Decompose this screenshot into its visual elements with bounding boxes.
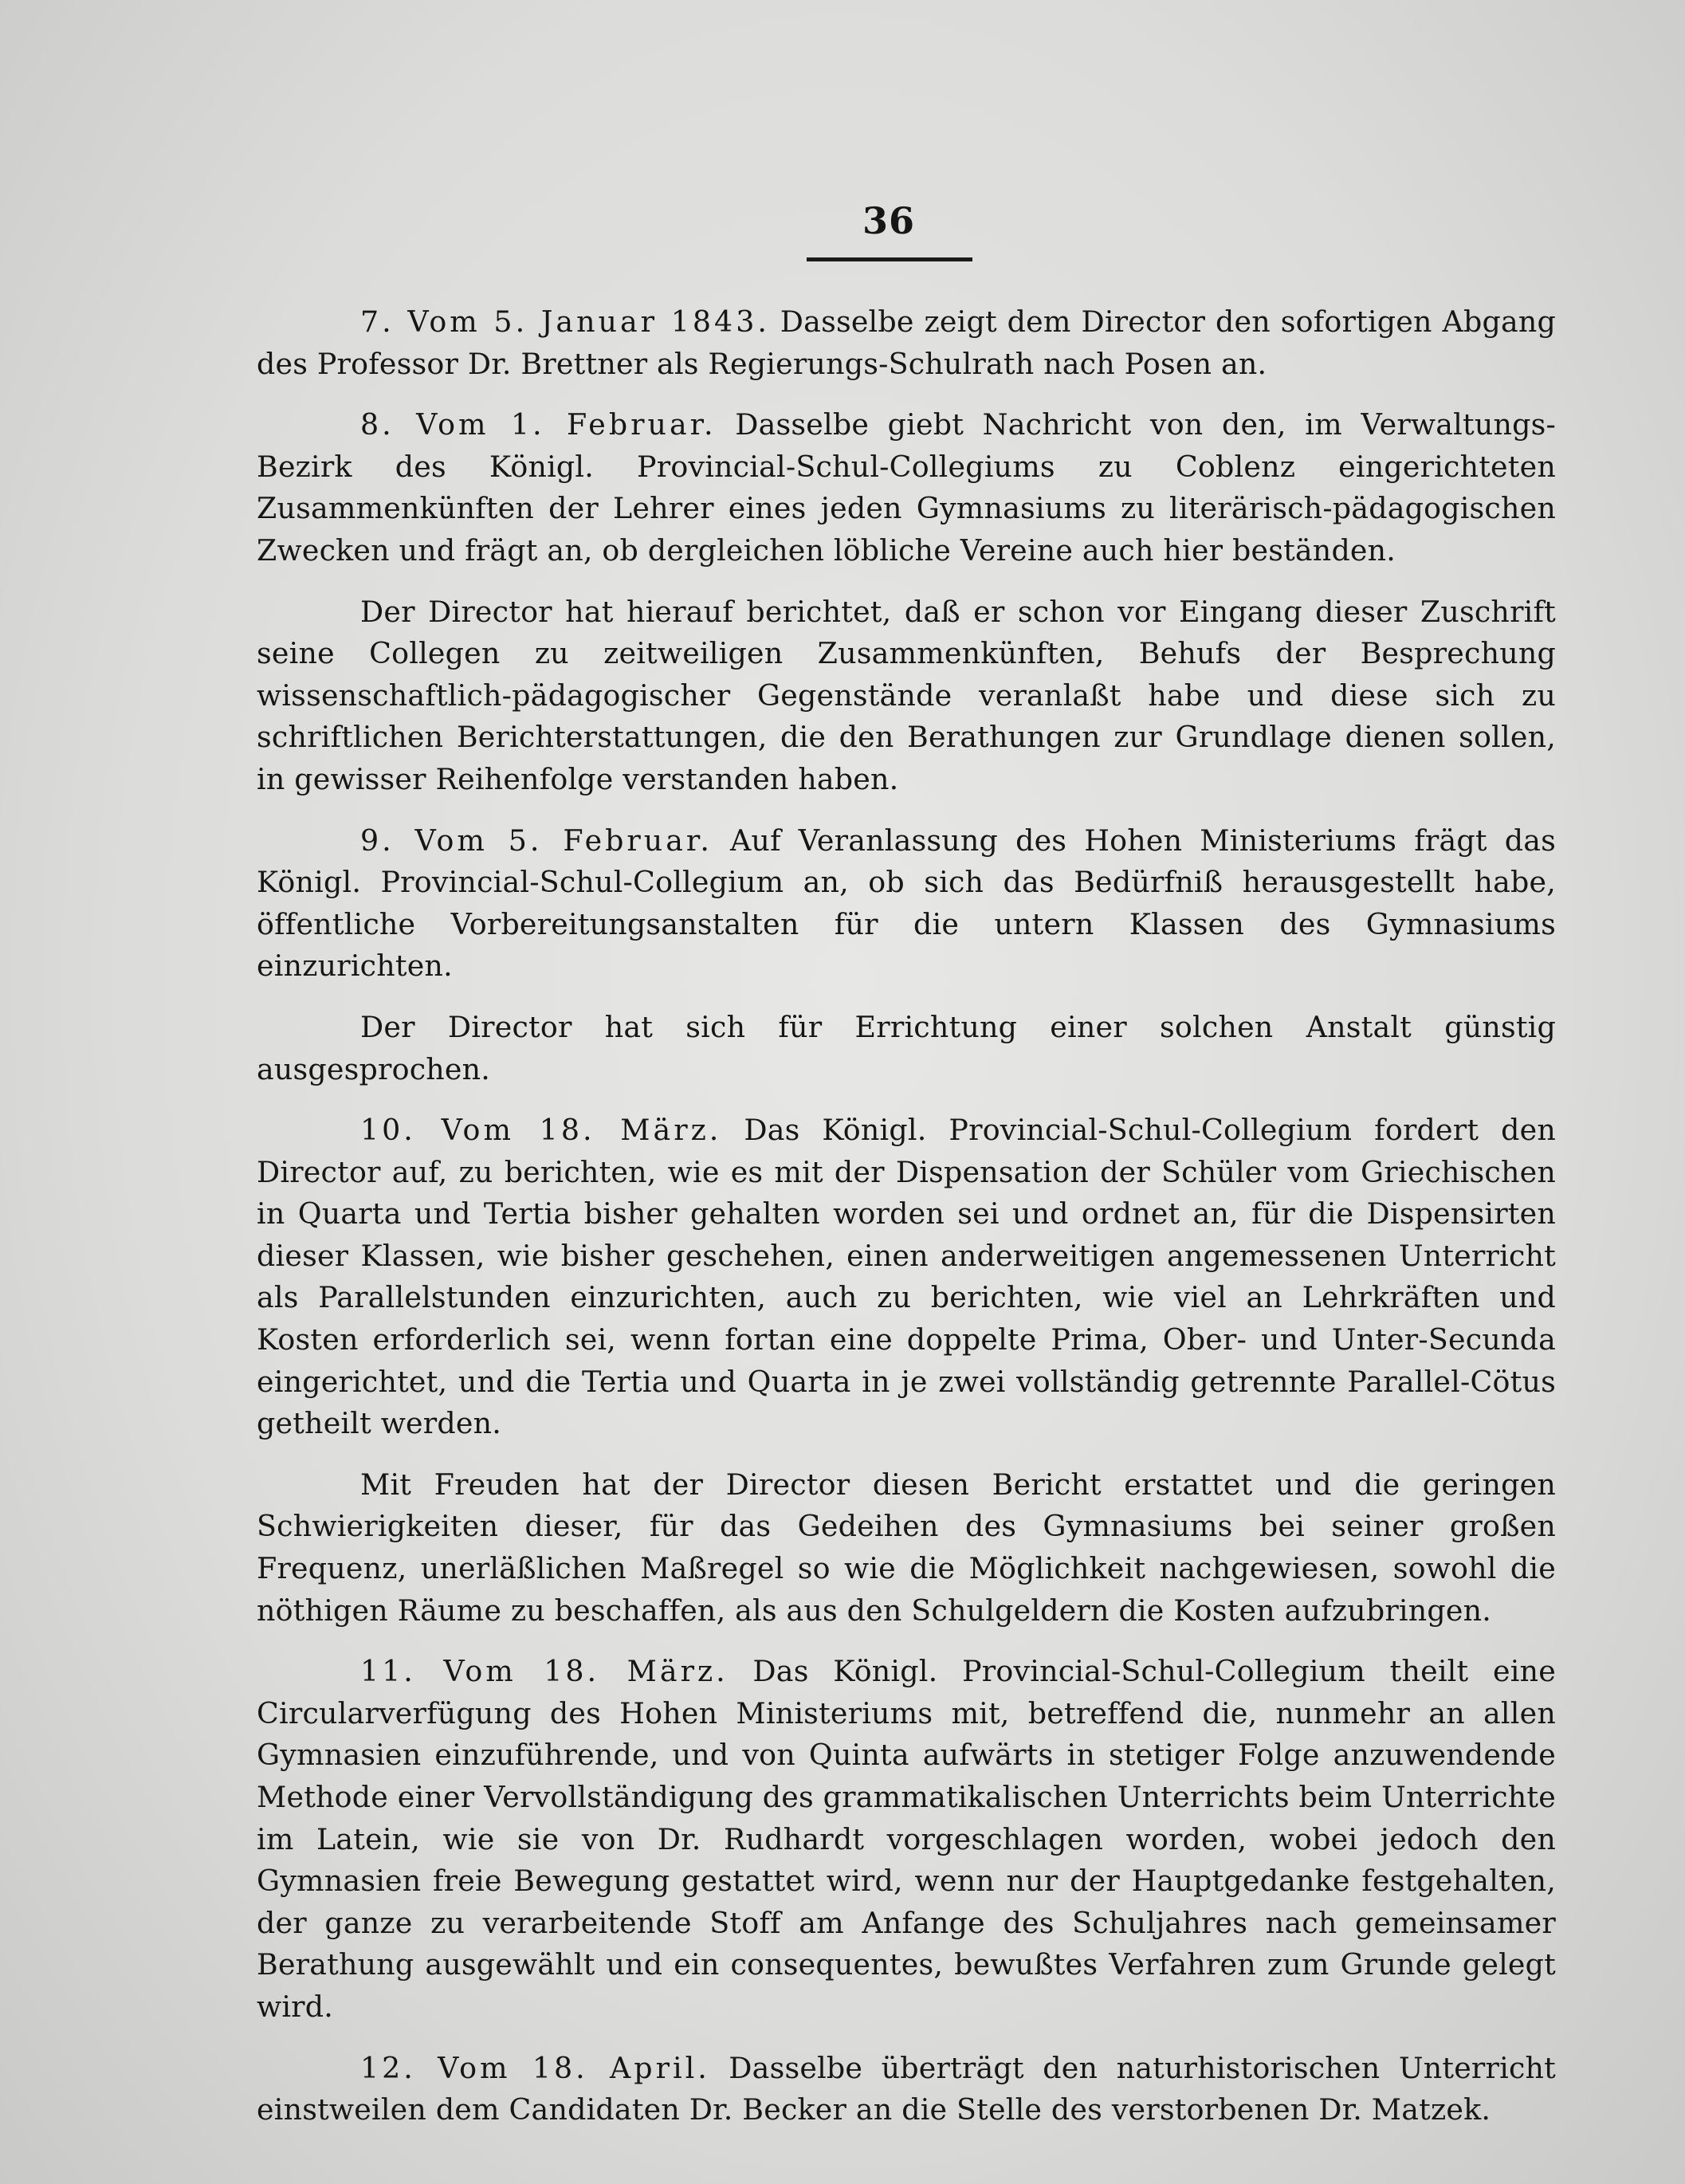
paragraph-note-9: [257, 1007, 1556, 1090]
paragraph-entry-9: [257, 820, 1556, 988]
entry-text: Auf Veranlassung des Hohen Ministeriums frägt das Königl. Provincial-Schul-Collegium an, ob sich das Bedürfniß herausgestellt habe, öffentliche Vorbereitungsanstalten für die untern Klassen des Gymnasiums einzurichten.: [257, 823, 1556, 984]
paragraph-entry-7: [257, 301, 1556, 385]
entry-text: Das Königl. Provincial-Schul-Collegium theilt eine Circularverfügung des Hohen Ministeriums mit, betreffend die, nunmehr an allen Gymnasien einzuführende, und von Quinta aufwärts in stetiger Folge anzuwendende Methode einer Vervollständigung des grammatikalischen Unterrichts beim Unterrichte im Latein, wie sie von Dr. Rudhardt vorgeschlagen worden, wobei jedoch den Gymnasien freie Bewegung gestattet wird, wenn nur der Hauptgedanke festgehalten, der ganze zu verarbeitende Stoff am Anfange des Schuljahres nach gemeinsamer Berathung ausgewählt und ein consequentes, bewußtes Verfahren zum Grunde gelegt wird.: [257, 1654, 1556, 2024]
paragraph-entry-12: [257, 2048, 1556, 2131]
paragraph-entry-11: [257, 1651, 1556, 2028]
header-rule: [807, 257, 972, 261]
entry-lead: 9. Vom 5. Februar.: [360, 823, 713, 858]
paragraph-note-10: [257, 1464, 1556, 1632]
entry-lead: 12. Vom 18. April.: [360, 2050, 710, 2085]
note-text: Der Director hat hierauf berichtet, daß er schon vor Eingang dieser Zuschrift seine Collegen zu zeitweiligen Zusammenkünften, Behufs der Besprechung wissenschaftlich-pädagogischer Gegenstände veranlaßt habe und diese sich zu schriftlichen Berichterstattungen, die den Berathungen zur Grundlage dienen sollen, in gewisser Reihenfolge verstanden haben.: [257, 594, 1556, 796]
entry-text: Dasselbe überträgt den naturhistorischen Unterricht einstweilen dem Candidaten Dr. Becker an die Stelle des verstorbenen Dr. Matzek.: [257, 2050, 1556, 2127]
note-text: Mit Freuden hat der Director diesen Bericht erstattet und die geringen Schwierigkeiten dieser, für das Gedeihen des Gymnasiums bei seiner großen Frequenz, unerläßlichen Maßregel so wie die Möglichkeit nachgewiesen, sowohl die nöthigen Räume zu beschaffen, als aus den Schulgeldern die Kosten aufzubringen.: [257, 1467, 1556, 1628]
entry-lead: 10. Vom 18. März.: [360, 1113, 722, 1148]
page-number: 36: [862, 199, 915, 242]
entry-text: Das Königl. Provincial-Schul-Collegium fordert den Director auf, zu berichten, wie es mit der Dispensation der Schüler vom Griechischen in Quarta und Tertia bisher gehalten worden sei und ordnet an, für die Dispensirten dieser Klassen, wie bisher geschehen, einen anderweitigen angemessenen Unterricht als Parallelstunden einzurichten, auch zu berichten, wie viel an Lehrkräften und Kosten erforderlich sei, wenn fortan eine doppelte Prima, Ober- und Unter-Secunda eingerichtet, und die Tertia und Quarta in je zwei vollständig getrennte Parallel-Cötus getheilt werden.: [257, 1113, 1557, 1441]
paragraph-note-8: [257, 591, 1556, 801]
body-text: [257, 301, 1556, 2131]
entry-text: Dasselbe zeigt dem Director den sofortigen Abgang des Professor Dr. Brettner als Regierungs-Schulrath nach Posen an.: [257, 304, 1556, 381]
entry-text: Dasselbe giebt Nachricht von den, im Verwaltungs-Bezirk des Königl. Provincial-Schul-Collegiums zu Coblenz eingerichteten Zusammenkünften der Lehrer eines jeden Gymnasiums zu literärisch-pädagogischen Zwecken und frägt an, ob dergleichen löbliche Vereine auch hier beständen.: [257, 407, 1556, 568]
entry-lead: 8. Vom 1. Februar.: [360, 407, 717, 442]
paragraph-entry-10: [257, 1110, 1556, 1445]
entry-lead: 7. Vom 5. Januar 1843.: [360, 304, 770, 339]
paragraph-entry-8: [257, 404, 1556, 572]
note-text: Der Director hat sich für Errichtung einer solchen Anstalt günstig ausgesprochen.: [257, 1009, 1556, 1086]
entry-lead: 11. Vom 18. März.: [360, 1654, 729, 1689]
